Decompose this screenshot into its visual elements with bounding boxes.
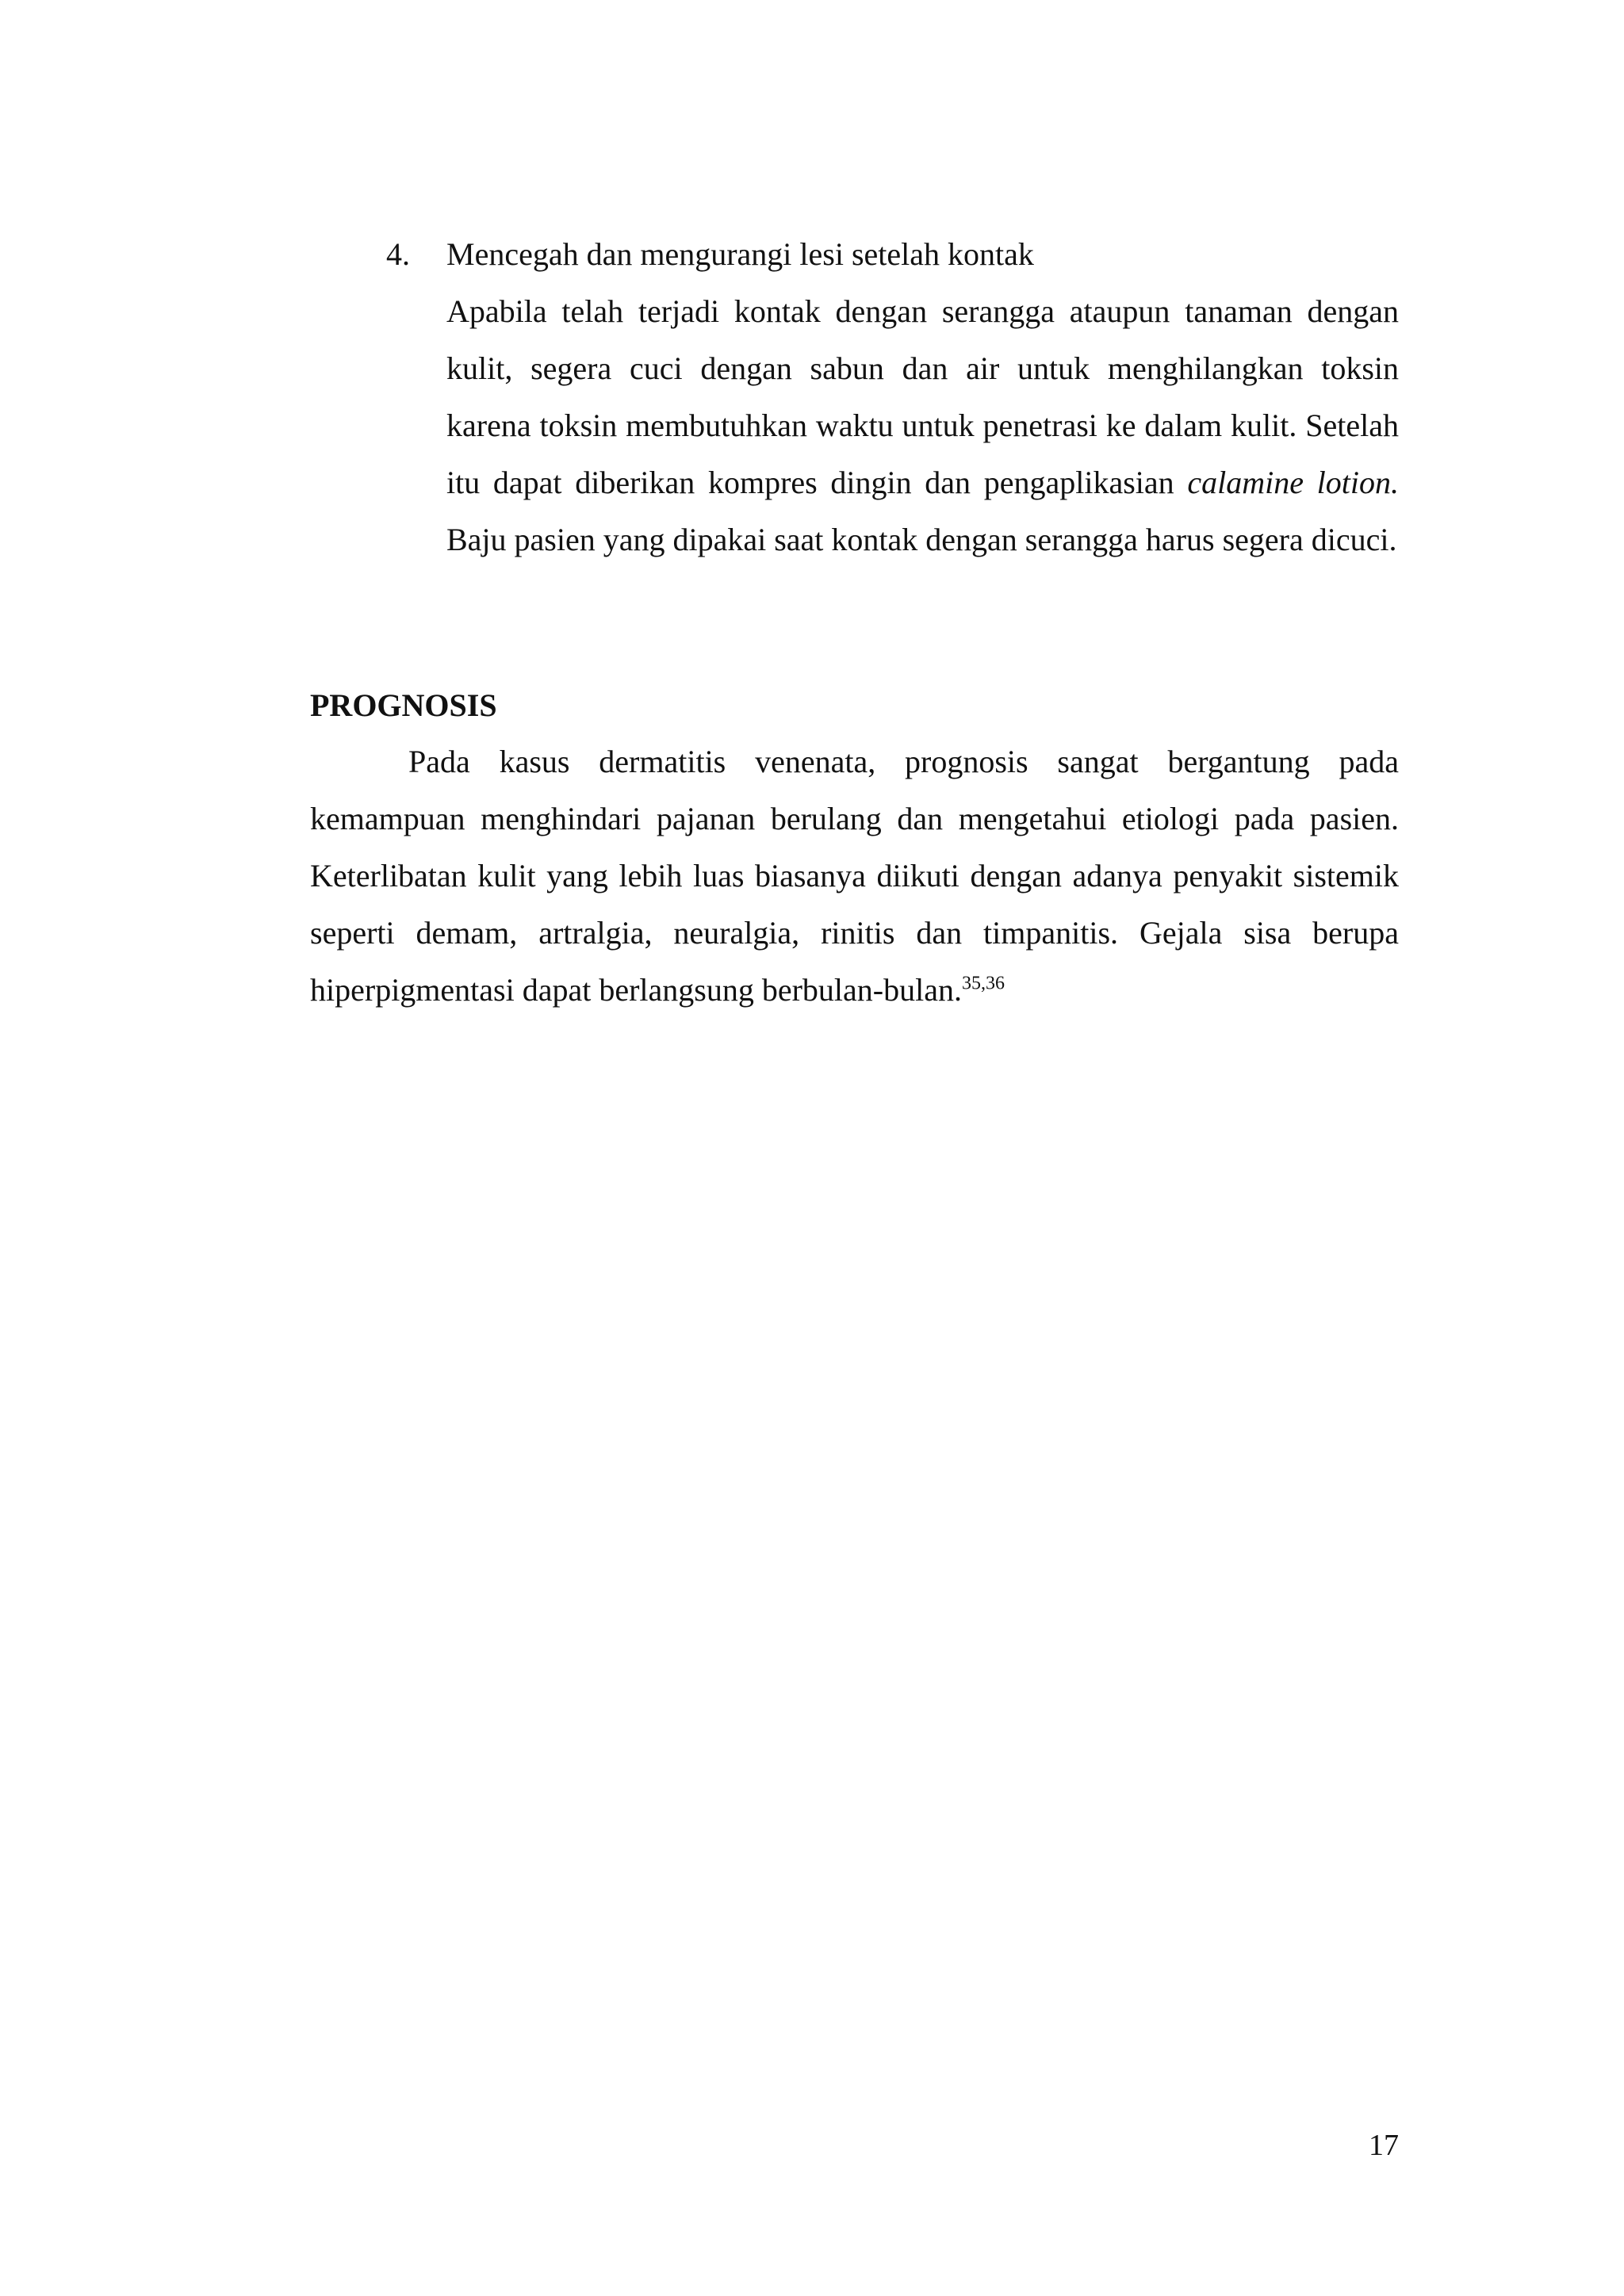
list-item-number: 4. [386, 236, 410, 272]
list-item-body [446, 226, 1399, 568]
list-item-text-part-2: Baju pasien yang dipakai saat kontak dengan serangga harus segera dicuci. [446, 522, 1397, 557]
list-item-text-part-1: Apabila telah terjadi kontak dengan serangga ataupun tanaman dengan kulit, segera cuci dengan sabun dan air untuk menghilangkan toksin karena toksin membutuhkan waktu untuk penetrasi ke dalam kulit. Setelah itu dapat diberikan kompres dingin dan pengaplikasian [446, 293, 1399, 500]
citation-superscript: 35,36 [961, 973, 1005, 994]
page-number: 17 [1369, 2129, 1399, 2162]
prognosis-paragraph [310, 733, 1399, 1019]
section-heading-prognosis: PROGNOSIS [310, 687, 497, 723]
list-item-italic-term: calamine lotion. [1187, 465, 1399, 500]
list-item-text [446, 283, 1399, 568]
prognosis-paragraph-text: Pada kasus dermatitis venenata, prognosis sangat bergantung pada kemampuan menghindari pajanan berulang dan mengetahui etiologi pada pasien. Keterlibatan kulit yang lebih luas biasanya diikuti dengan adanya penyakit sistemik seperti demam, artralgia, neuralgia, rinitis dan timpanitis. Gejala sisa berupa hiperpigmentasi dapat berlangsung berbulan-bulan. [310, 744, 1399, 1008]
list-item-title: Mencegah dan mengurangi lesi setelah kontak [446, 236, 1034, 272]
